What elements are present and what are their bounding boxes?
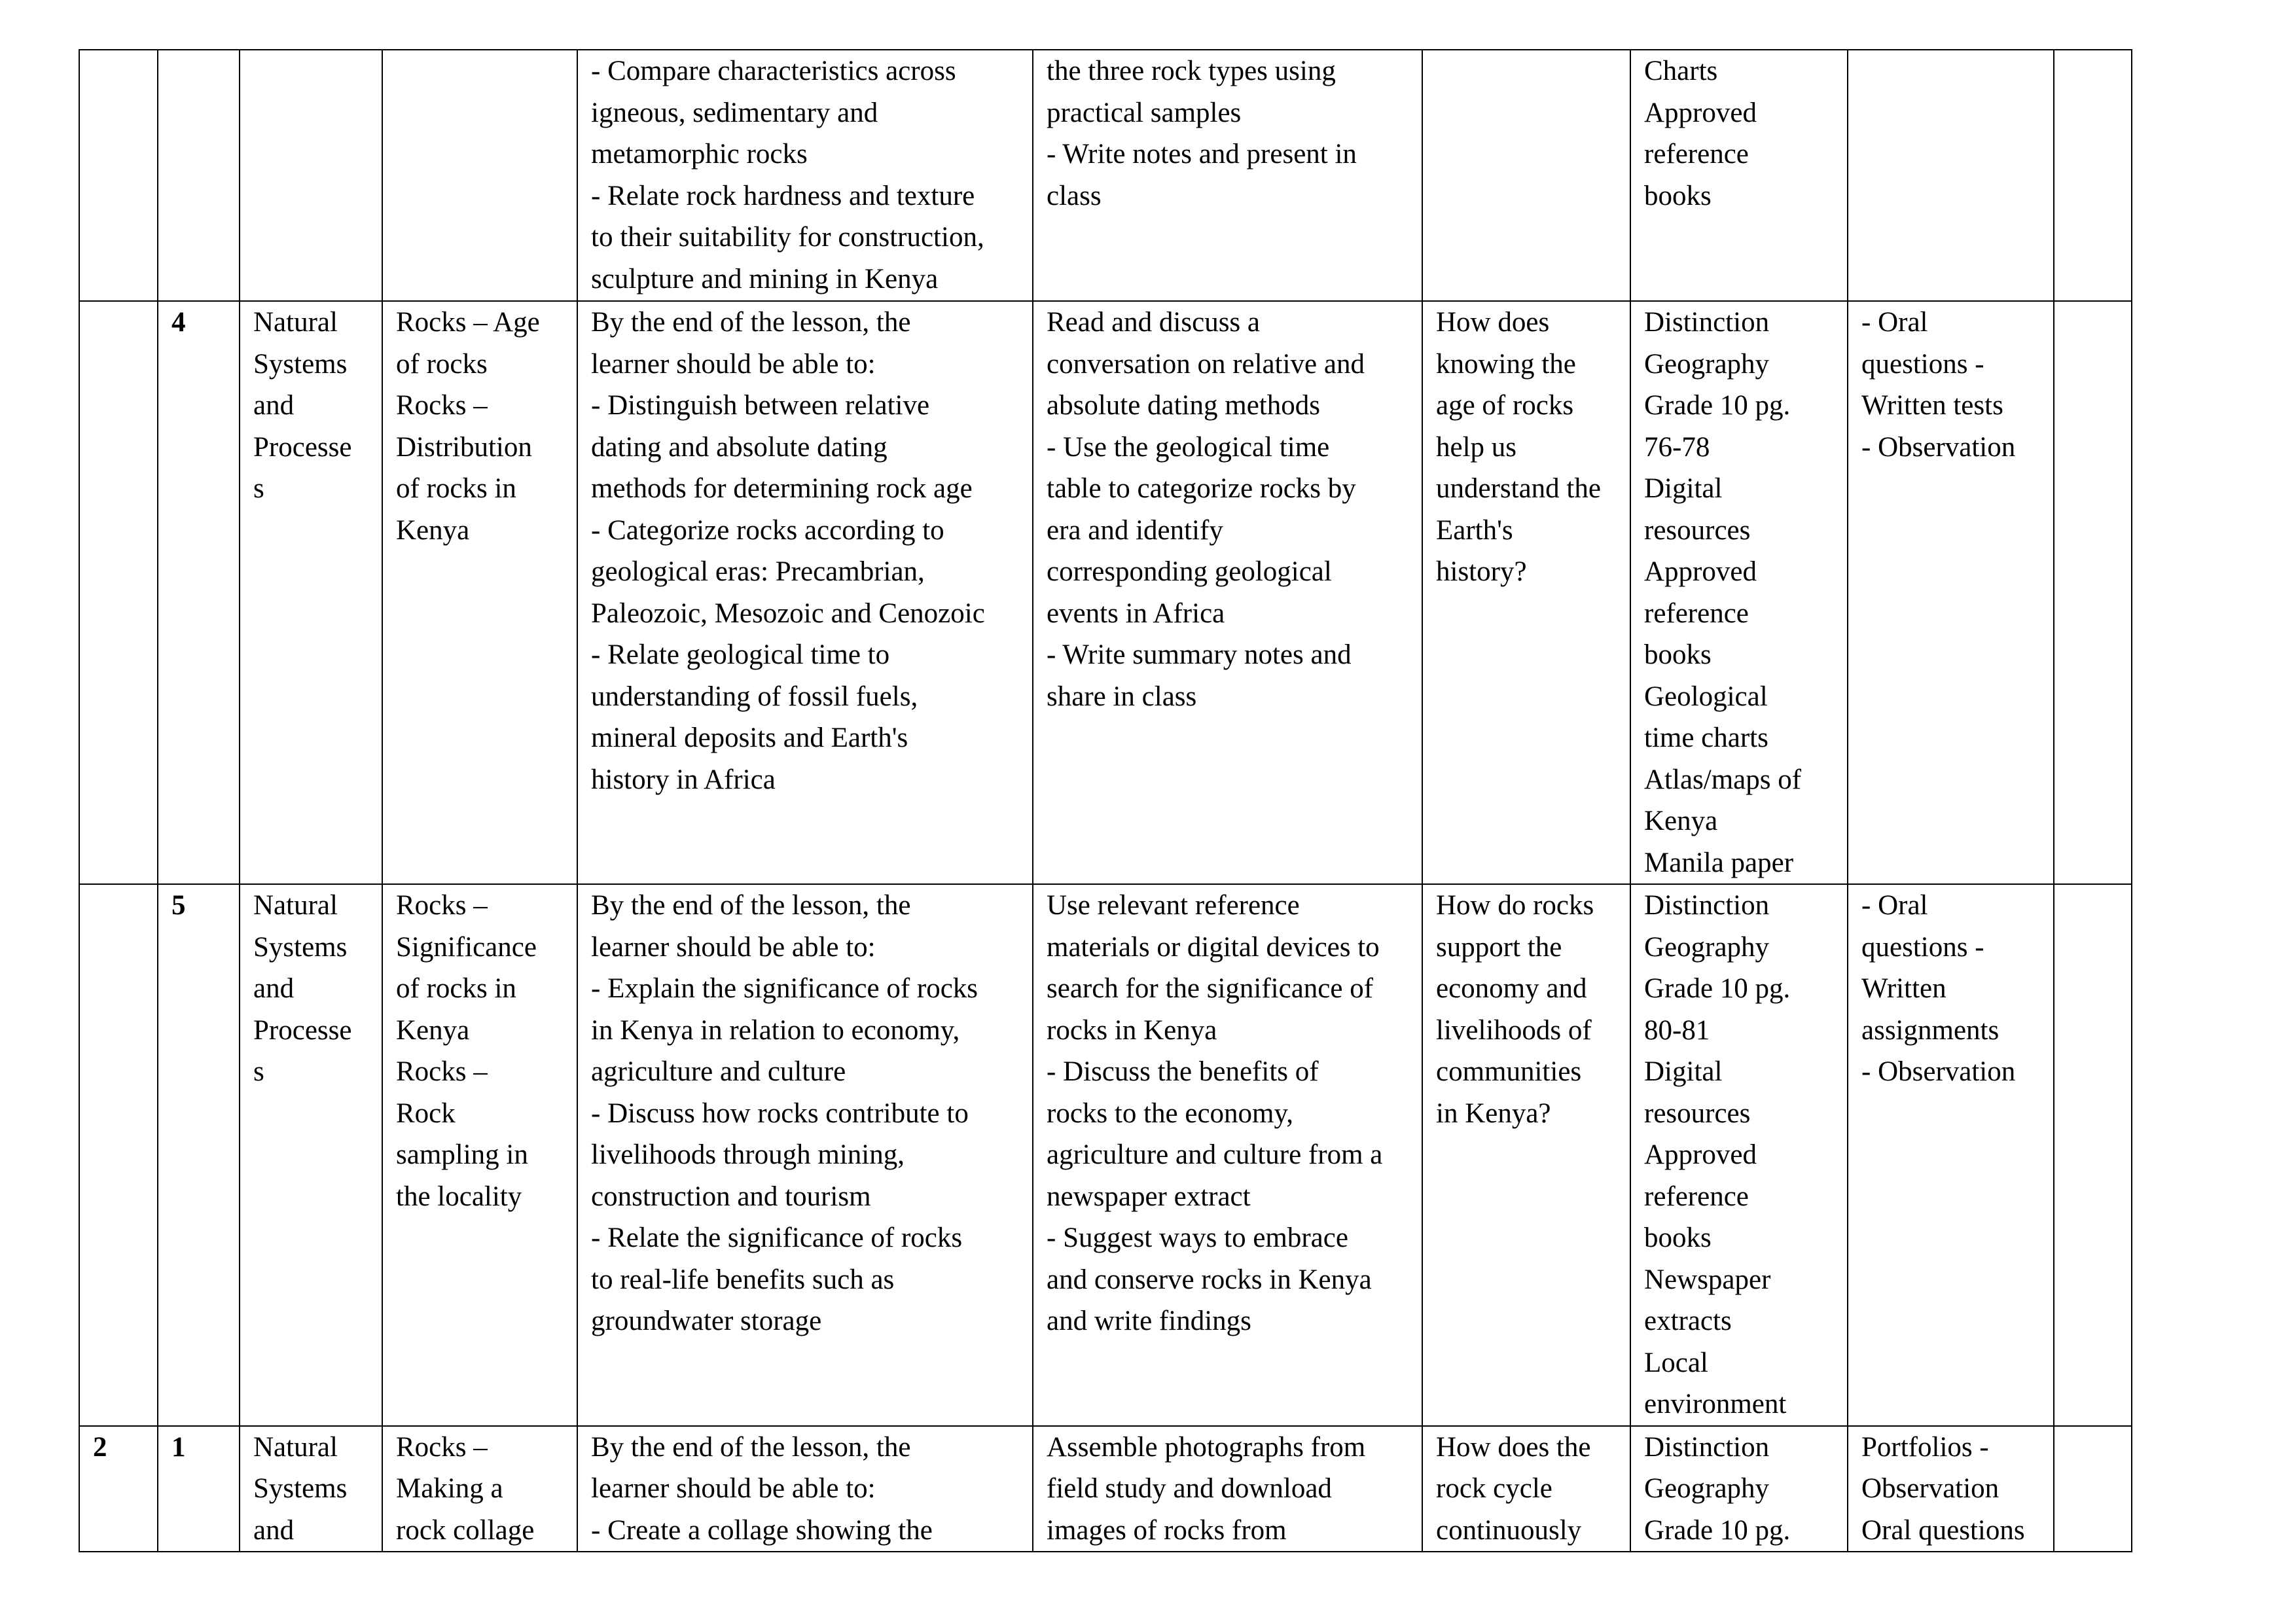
cell-line: and conserve rocks in Kenya — [1047, 1264, 1372, 1295]
sub-strand-cell — [382, 1426, 577, 1552]
cell-line: corresponding geological — [1047, 556, 1332, 587]
cell-line: books — [1644, 1222, 1712, 1253]
cell-line: search for the significance of — [1047, 973, 1374, 1004]
cell-line: questions - — [1861, 348, 1984, 380]
learning-resources-cell — [1630, 1426, 1848, 1552]
cell-line: Rocks – — [396, 890, 488, 921]
scheme-of-work-table — [79, 49, 2132, 1552]
cell-line: reference — [1644, 1181, 1749, 1212]
cell-line: Grade 10 pg. — [1644, 973, 1791, 1004]
cell-line: - Write summary notes and — [1047, 639, 1352, 670]
cell-line: Making a — [396, 1473, 503, 1504]
cell-line: Geography — [1644, 1473, 1770, 1504]
cell-line: reference — [1644, 139, 1749, 169]
assessment-cell — [1848, 1426, 2054, 1552]
cell-line: - Observation — [1861, 1056, 2016, 1087]
key-inquiry-question-cell — [1422, 884, 1630, 1426]
cell-line: Systems — [253, 1473, 348, 1504]
strand-cell — [240, 301, 382, 884]
cell-line: agriculture and culture from a — [1047, 1139, 1383, 1170]
cell-line: events in Africa — [1047, 597, 1225, 629]
cell-line: Approved — [1644, 556, 1757, 587]
cell-line: - Relate the significance of rocks — [591, 1222, 963, 1253]
learning-resources-cell — [1630, 884, 1848, 1426]
cell-line: - Explain the significance of rocks — [591, 973, 978, 1004]
remarks-cell — [2054, 884, 2132, 1426]
table-row — [79, 884, 2132, 1426]
cell-line: Rocks – — [396, 1056, 488, 1087]
cell-line: dating and absolute dating — [591, 431, 888, 463]
learning-resources-cell — [1630, 50, 1848, 301]
cell-line: books — [1644, 639, 1712, 670]
cell-line: Local — [1644, 1347, 1708, 1378]
cell-line: Paleozoic, Mesozoic and Cenozoic — [591, 597, 985, 629]
cell-line: - Observation — [1861, 431, 2016, 463]
cell-line: materials or digital devices to — [1047, 931, 1380, 963]
cell-line: to real-life benefits such as — [591, 1264, 895, 1295]
sub-strand-cell — [382, 301, 577, 884]
cell-line: By the end of the lesson, the — [591, 1431, 911, 1463]
cell-line: Written tests — [1861, 390, 2003, 421]
cell-line: continuously — [1436, 1514, 1582, 1546]
cell-line: mineral deposits and Earth's — [591, 722, 908, 753]
week-cell — [79, 301, 158, 884]
cell-line: Natural — [253, 1431, 338, 1463]
learning-experiences-cell — [1033, 301, 1422, 884]
cell-line: the locality — [396, 1181, 522, 1212]
cell-line: and write findings — [1047, 1306, 1251, 1336]
cell-line: Observation — [1861, 1473, 2000, 1504]
cell-line: Systems — [253, 931, 348, 963]
cell-line: Oral questions — [1861, 1514, 2025, 1546]
cell-line: history in Africa — [591, 764, 776, 795]
cell-line: - Suggest ways to embrace — [1047, 1222, 1348, 1253]
cell-line: and — [253, 973, 295, 1004]
cell-line: igneous, sedimentary and — [591, 97, 878, 128]
cell-line: rock collage — [396, 1514, 535, 1546]
cell-line: Distinction — [1644, 890, 1770, 921]
cell-line: extracts — [1644, 1306, 1732, 1336]
cell-line: assignments — [1861, 1014, 2000, 1046]
cell-line: rock cycle — [1436, 1473, 1552, 1504]
cell-line: Written — [1861, 973, 1946, 1004]
cell-line: resources — [1644, 1097, 1751, 1129]
cell-line: Distribution — [396, 431, 532, 463]
cell-line: time charts — [1644, 722, 1768, 753]
cell-line: newspaper extract — [1047, 1181, 1251, 1212]
assessment-cell — [1848, 884, 2054, 1426]
assessment-cell — [1848, 301, 2054, 884]
cell-line: the three rock types using — [1047, 56, 1336, 86]
cell-line: - Compare characteristics across — [591, 56, 956, 86]
table-row — [79, 1426, 2132, 1552]
cell-line: Distinction — [1644, 1431, 1770, 1463]
learning-experiences-cell — [1033, 50, 1422, 301]
cell-line: s — [253, 1056, 264, 1087]
strand-cell — [240, 50, 382, 301]
cell-line: reference — [1644, 597, 1749, 629]
cell-line: environment — [1644, 1389, 1787, 1419]
sub-strand-cell — [382, 884, 577, 1426]
cell-line: share in class — [1047, 681, 1197, 712]
cell-line: 76-78 — [1644, 431, 1710, 463]
cell-line: age of rocks — [1436, 390, 1574, 421]
strand-cell — [240, 884, 382, 1426]
cell-line: - Distinguish between relative — [591, 390, 930, 421]
cell-line: Assemble photographs from — [1047, 1431, 1366, 1463]
cell-line: Natural — [253, 890, 338, 921]
cell-line: absolute dating methods — [1047, 390, 1320, 421]
cell-line: communities — [1436, 1056, 1582, 1087]
cell-line: table to categorize rocks by — [1047, 473, 1356, 504]
lesson-cell: 1 — [158, 1426, 240, 1552]
cell-line: and — [253, 1514, 295, 1546]
cell-line: s — [253, 473, 264, 504]
cell-line: Processe — [253, 431, 352, 463]
lesson-cell — [158, 50, 240, 301]
cell-line: of rocks in — [396, 473, 516, 504]
cell-line: How does — [1436, 307, 1550, 338]
cell-line: methods for determining rock age — [591, 473, 973, 504]
cell-line: livelihoods of — [1436, 1014, 1592, 1046]
cell-line: rocks to the economy, — [1047, 1097, 1293, 1129]
lesson-cell: 4 — [158, 301, 240, 884]
cell-line: - Oral — [1861, 890, 1928, 921]
learning-outcomes-cell — [577, 1426, 1033, 1552]
week-cell — [79, 884, 158, 1426]
assessment-cell — [1848, 50, 2054, 301]
key-inquiry-question-cell — [1422, 301, 1630, 884]
cell-line: By the end of the lesson, the — [591, 890, 911, 921]
cell-line: of rocks — [396, 348, 488, 380]
cell-line: Rocks – — [396, 390, 488, 421]
key-inquiry-question-cell — [1422, 1426, 1630, 1552]
cell-line: understanding of fossil fuels, — [591, 681, 918, 712]
cell-line: Kenya — [396, 514, 470, 546]
cell-line: - Categorize rocks according to — [591, 514, 944, 546]
cell-line: conversation on relative and — [1047, 348, 1365, 380]
cell-line: Approved — [1644, 1139, 1757, 1170]
cell-line: knowing the — [1436, 348, 1576, 380]
cell-line: of rocks in — [396, 973, 516, 1004]
cell-line: Grade 10 pg. — [1644, 1514, 1791, 1546]
cell-line: learner should be able to: — [591, 931, 876, 963]
cell-line: By the end of the lesson, the — [591, 307, 911, 338]
cell-line: geological eras: Precambrian, — [591, 556, 925, 587]
cell-line: in Kenya? — [1436, 1097, 1551, 1129]
cell-line: Charts — [1644, 56, 1718, 86]
cell-line: Approved — [1644, 97, 1757, 128]
cell-line: Read and discuss a — [1047, 307, 1261, 338]
cell-line: - Write notes and present in — [1047, 139, 1357, 169]
cell-line: Rocks – — [396, 1431, 488, 1463]
cell-line: field study and download — [1047, 1473, 1332, 1504]
cell-line: 80-81 — [1644, 1014, 1710, 1046]
cell-line: Distinction — [1644, 307, 1770, 338]
cell-line: books — [1644, 180, 1712, 211]
learning-outcomes-cell — [577, 301, 1033, 884]
cell-line: understand the — [1436, 473, 1601, 504]
week-cell — [79, 50, 158, 301]
remarks-cell — [2054, 301, 2132, 884]
cell-line: groundwater storage — [591, 1306, 822, 1336]
cell-line: Use relevant reference — [1047, 890, 1300, 921]
cell-line: Systems — [253, 348, 348, 380]
cell-line: Rock — [396, 1097, 456, 1129]
cell-line: Newspaper — [1644, 1264, 1771, 1295]
cell-line: practical samples — [1047, 97, 1242, 128]
cell-line: - Create a collage showing the — [591, 1514, 933, 1546]
cell-line: Portfolios - — [1861, 1431, 1989, 1463]
cell-line: Geography — [1644, 348, 1770, 380]
cell-line: - Use the geological time — [1047, 431, 1330, 463]
remarks-cell — [2054, 50, 2132, 301]
cell-line: - Oral — [1861, 307, 1928, 338]
cell-line: era and identify — [1047, 514, 1223, 546]
cell-line: livelihoods through mining, — [591, 1139, 905, 1170]
cell-line: Processe — [253, 1014, 352, 1046]
cell-line: sculpture and mining in Kenya — [591, 263, 939, 294]
sub-strand-cell — [382, 50, 577, 301]
cell-line: Earth's — [1436, 514, 1513, 546]
key-inquiry-question-cell — [1422, 50, 1630, 301]
cell-line: in Kenya in relation to economy, — [591, 1014, 960, 1046]
learning-outcomes-cell — [577, 50, 1033, 301]
cell-line: Kenya — [1644, 806, 1718, 836]
cell-line: - Relate rock hardness and texture — [591, 180, 975, 211]
cell-line: How does the — [1436, 1431, 1591, 1463]
cell-line: resources — [1644, 514, 1751, 546]
cell-line: Geography — [1644, 931, 1770, 963]
cell-line: economy and — [1436, 973, 1587, 1004]
cell-line: rocks in Kenya — [1047, 1014, 1217, 1046]
cell-line: support the — [1436, 931, 1562, 963]
cell-line: Significance — [396, 931, 537, 963]
week-cell: 2 — [79, 1426, 158, 1552]
strand-cell — [240, 1426, 382, 1552]
cell-line: - Discuss the benefits of — [1047, 1056, 1319, 1087]
cell-line: help us — [1436, 431, 1517, 463]
lesson-cell: 5 — [158, 884, 240, 1426]
learning-resources-cell — [1630, 301, 1848, 884]
cell-line: learner should be able to: — [591, 1473, 876, 1504]
cell-line: history? — [1436, 556, 1527, 587]
cell-line: Natural — [253, 307, 338, 338]
remarks-cell — [2054, 1426, 2132, 1552]
cell-line: to their suitability for construction, — [591, 222, 984, 253]
table-row — [79, 301, 2132, 884]
cell-line: Geological — [1644, 681, 1768, 712]
cell-line: - Relate geological time to — [591, 639, 890, 670]
cell-line: Rocks – Age — [396, 307, 540, 338]
cell-line: and — [253, 390, 295, 421]
cell-line: questions - — [1861, 931, 1984, 963]
learning-experiences-cell — [1033, 884, 1422, 1426]
cell-line: Atlas/maps of — [1644, 764, 1802, 795]
cell-line: metamorphic rocks — [591, 139, 808, 169]
table-row — [79, 50, 2132, 301]
cell-line: Manila paper — [1644, 847, 1794, 878]
cell-line: learner should be able to: — [591, 348, 876, 380]
cell-line: Digital — [1644, 1056, 1723, 1087]
cell-line: construction and tourism — [591, 1181, 871, 1212]
cell-line: images of rocks from — [1047, 1514, 1287, 1546]
cell-line: - Discuss how rocks contribute to — [591, 1097, 969, 1129]
cell-line: Grade 10 pg. — [1644, 390, 1791, 421]
cell-line: Kenya — [396, 1014, 470, 1046]
cell-line: agriculture and culture — [591, 1056, 846, 1087]
cell-line: How do rocks — [1436, 890, 1594, 921]
learning-outcomes-cell — [577, 884, 1033, 1426]
cell-line: sampling in — [396, 1139, 528, 1170]
cell-line: class — [1047, 180, 1102, 211]
cell-line: Digital — [1644, 473, 1723, 504]
learning-experiences-cell — [1033, 1426, 1422, 1552]
